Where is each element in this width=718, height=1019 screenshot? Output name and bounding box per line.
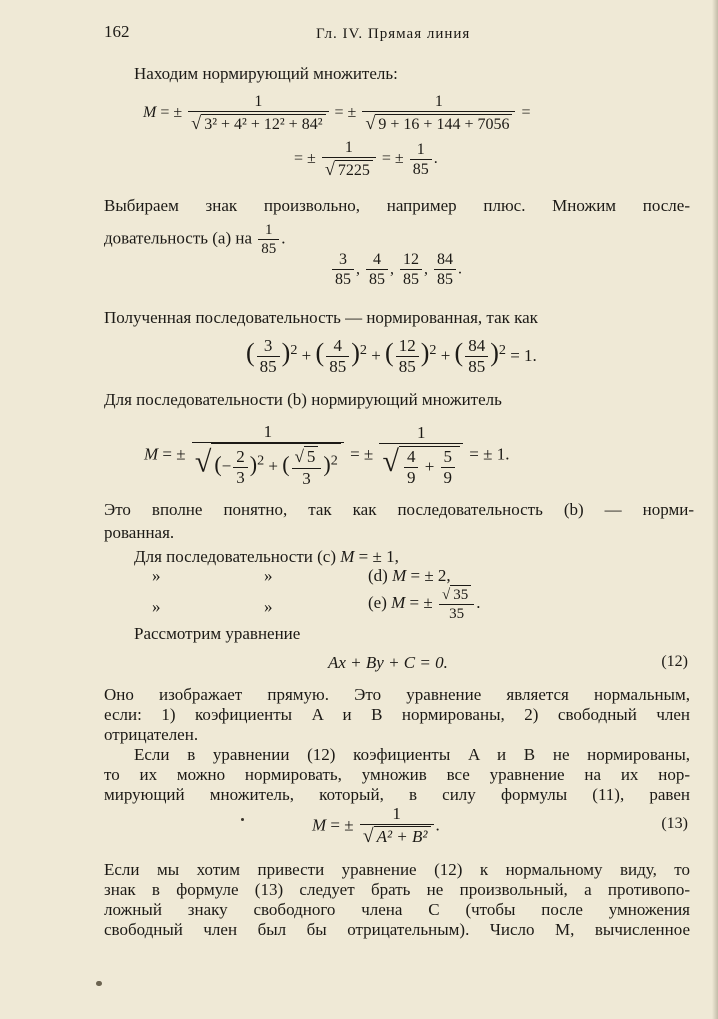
plus-minus: = ± — [160, 103, 183, 121]
ditto-mark: » — [264, 566, 273, 585]
list-item-c: Для последовательности (c) M = ± 1, — [134, 547, 399, 566]
equation-5: M = ± $\frac{1}{\text{√ A² + B²}}$ . — [312, 804, 440, 848]
ink-dot — [241, 818, 244, 821]
normalized-sequence: $\frac{3}{85}$ , $\frac{4}{85}$ , $\frac{12}{85}$ , $\frac{84}{85}$ . — [330, 250, 462, 289]
paragraph-8-line-2: знак в формуле (13) следует брать не произвольный, а противопо- — [104, 880, 690, 899]
paragraph-8-line-3: ложный знаку свободного члена C (чтобы после умножения — [104, 900, 690, 919]
fraction-3: $\frac{1}{√ 7225}$ — [322, 138, 376, 180]
paragraph-1: Находим нормирующий множитель: — [134, 64, 398, 83]
paragraph-7-line-5: то их можно нормировать, умножив все уравнение на их нор- — [104, 765, 690, 784]
paragraph-2-line-2: довательность (a) на $\frac{1}{85}$ . — [104, 222, 286, 257]
paragraph-3: Полученная последовательность — нормированная, так как — [104, 308, 538, 327]
paragraph-4: Для последовательности (b) нормирующий множитель — [104, 390, 502, 409]
equation-3: M = ± 1 √ (− $\frac{2}{3}$ )$^2$ + ( $\frac{√ 5}{3}$ )$^2$ = ± 1 √ $\frac{4}{9}$ + $\frac{5}{9}$ = ± 1. — [144, 422, 510, 488]
plus-minus: = ± — [334, 103, 357, 121]
page-number: 162 — [104, 22, 130, 41]
ditto-mark: » — [152, 597, 161, 616]
equation-2: ( $\frac{3}{85}$ )$^2$ + ( $\frac{4}{85}$ )$^2$ + ( $\frac{12}{85}$ )$^2$ + ( $\frac{84}{85}$ )$^2$ = 1. — [246, 336, 537, 377]
paragraph-7-line-1: Оно изображает прямую. Это уравнение является нормальным, — [104, 685, 690, 704]
paragraph-2-line-1: Выбираем знак произвольно, например плюс. Множим после- — [104, 196, 690, 215]
paragraph-7-line-6: мирующий множитель, который, в силу формулы (11), равен — [104, 785, 690, 804]
fraction-1: $\frac{1}{\text{√ 3² + 4² + 12² + 84²}}$ — [188, 92, 328, 134]
running-title: Гл. IV. Прямая линия — [316, 26, 471, 42]
ditto-mark: » — [152, 566, 161, 585]
equation-4: Ax + By + C = 0. — [328, 653, 448, 672]
paragraph-8-line-4: свободный член был бы отрицательным). Число M, вычисленное — [104, 920, 690, 939]
equation-number-13: (13) — [661, 815, 688, 832]
list-item-e: (e) M = ± $\frac{√ 35}{35}$ . — [368, 587, 481, 622]
paragraph-5-line-1: Это вполне понятно, так как последовательность (b) — норми- — [104, 500, 694, 519]
ink-speck — [96, 981, 102, 986]
ditto-mark: » — [264, 597, 273, 616]
page-edge-shadow — [712, 0, 718, 1019]
fraction-4: $\frac{1}{85}$ — [410, 140, 432, 179]
equation-1-line-1: M = ± $\frac{1}{\text{√ 3² + 4² + 12² + 84²}}$ = ± $\frac{1}{√ 9 + 16 + 144 + 7056}$ = — [143, 93, 531, 134]
paragraph-8-line-1: Если мы хотим привести уравнение (12) к нормальному виду, то — [104, 860, 690, 879]
equation-1-line-2: = ± $\frac{1}{√ 7225}$ = ± $\frac{1}{85}$ . — [294, 139, 438, 180]
list-item-d: (d) M = ± 2, — [368, 566, 451, 585]
fraction-2: $\frac{1}{√ 9 + 16 + 144 + 7056}$ — [362, 92, 515, 134]
paragraph-5-line-2: рованная. — [104, 523, 175, 542]
var-m: M — [143, 103, 157, 121]
paragraph-6: Рассмотрим уравнение — [134, 624, 301, 643]
paragraph-7-line-4: Если в уравнении (12) коэфициенты A и B не нормированы, — [134, 745, 690, 764]
paragraph-7-line-2: если: 1) коэфициенты A и B нормированы, 2) свободный член — [104, 705, 690, 724]
equation-number-12: (12) — [661, 653, 688, 670]
paragraph-7-line-3: отрицателен. — [104, 725, 199, 744]
